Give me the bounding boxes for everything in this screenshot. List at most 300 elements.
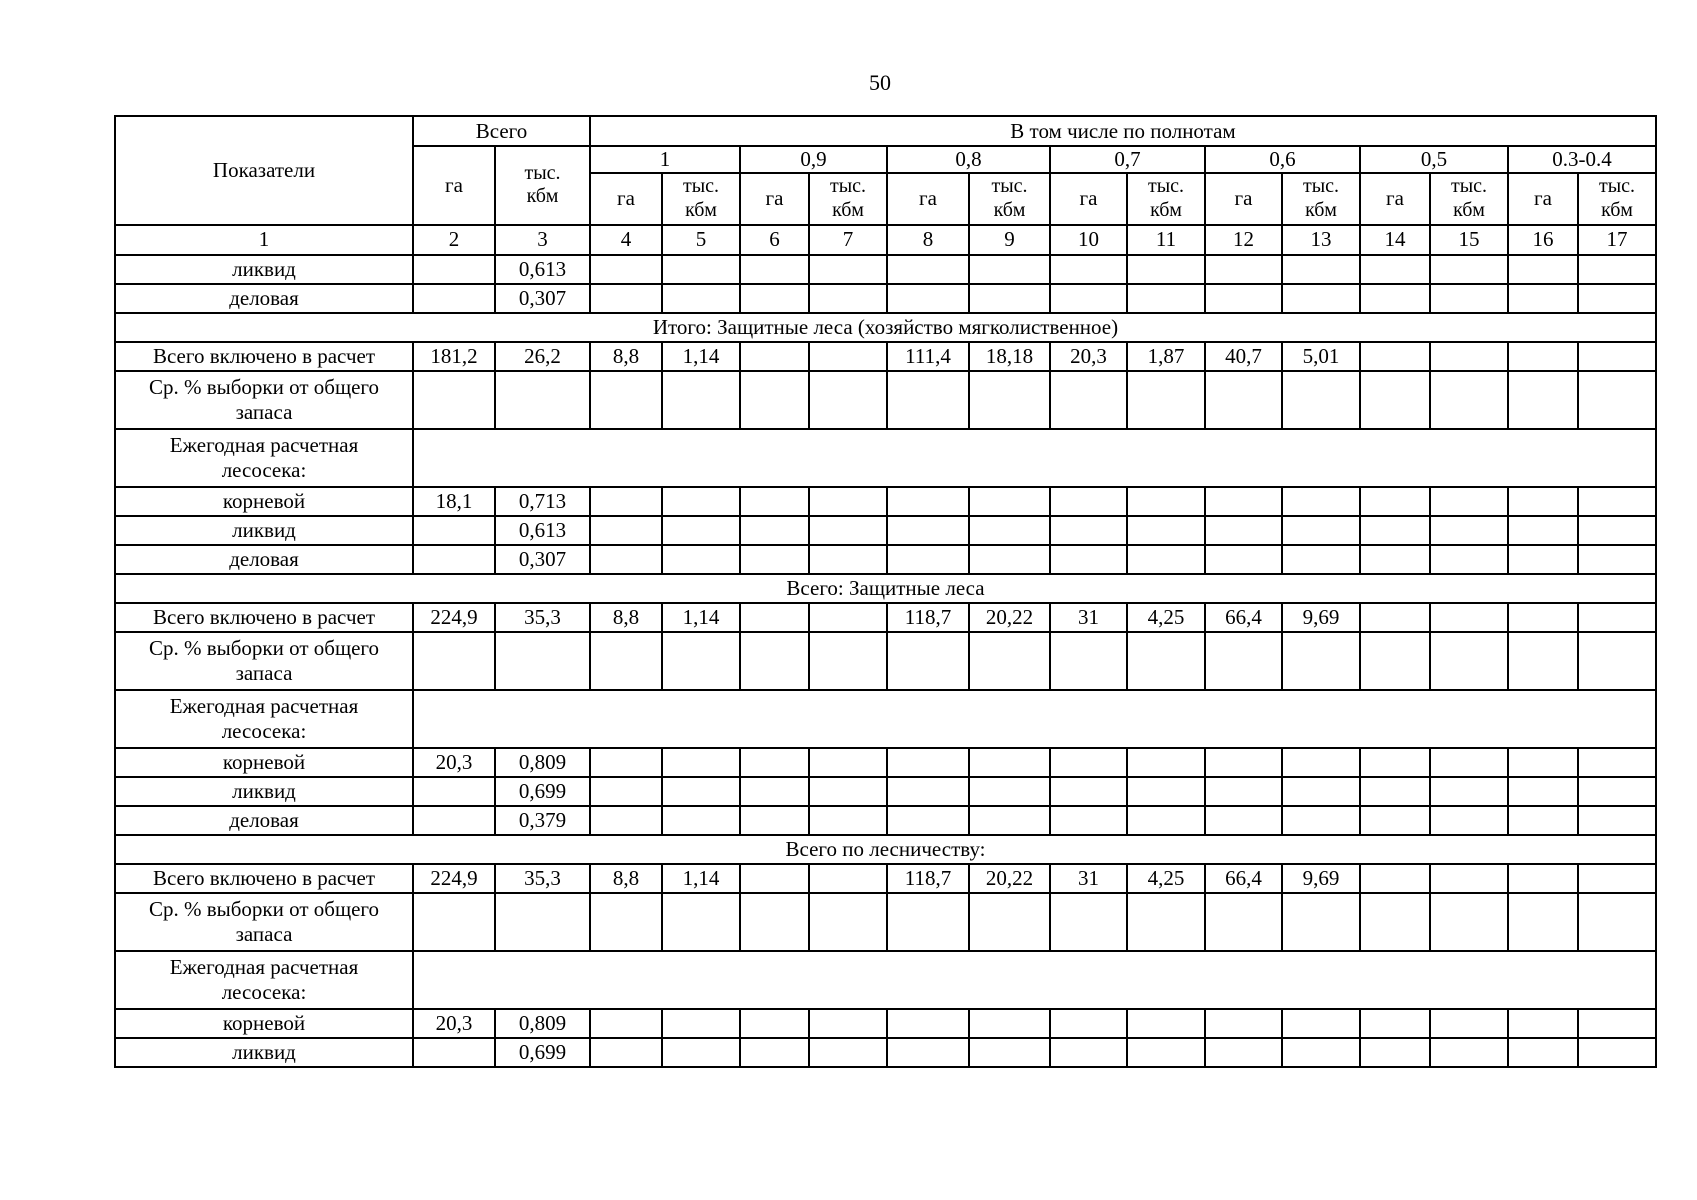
- table-cell: [1282, 487, 1360, 516]
- table-cell: [740, 1009, 809, 1038]
- row-label: Ежегодная расчетная лесосека:: [115, 951, 413, 1009]
- table-cell: [1127, 893, 1205, 951]
- table-cell: [1508, 545, 1578, 574]
- table-cell: 8,8: [590, 603, 662, 632]
- table-cell: [1578, 284, 1656, 313]
- table-cell: [1508, 284, 1578, 313]
- table-cell: 111,4: [887, 342, 969, 371]
- row-label: Ср. % выборки от общего запаса: [115, 893, 413, 951]
- table-cell: [1430, 748, 1508, 777]
- table-row: [115, 690, 1656, 748]
- table-cell: 31: [1050, 603, 1127, 632]
- table-cell: [1360, 603, 1430, 632]
- table-cell: [809, 806, 887, 835]
- table-cell: [1205, 777, 1282, 806]
- column-number: 14: [1360, 225, 1430, 255]
- table-cell: [1578, 777, 1656, 806]
- table-cell: [1360, 255, 1430, 284]
- row-label: ликвид: [115, 516, 413, 545]
- table-cell: [1508, 1009, 1578, 1038]
- table-cell: [740, 864, 809, 893]
- table-cell: [1578, 603, 1656, 632]
- table-row: [115, 342, 1656, 371]
- table-cell: [1430, 777, 1508, 806]
- table-cell: [1508, 748, 1578, 777]
- table-cell: [590, 893, 662, 951]
- table-cell: [1205, 632, 1282, 690]
- table-cell: [590, 545, 662, 574]
- table-cell: 8,8: [590, 342, 662, 371]
- table-cell: 0,699: [495, 1038, 590, 1067]
- table-cell: [1050, 748, 1127, 777]
- table-cell: [413, 893, 495, 951]
- table-cell: [1508, 342, 1578, 371]
- table-cell: 26,2: [495, 342, 590, 371]
- table-cell: 0,307: [495, 284, 590, 313]
- column-number: 17: [1578, 225, 1656, 255]
- table-cell: [413, 371, 495, 429]
- table-cell: [1360, 545, 1430, 574]
- table-cell: [1282, 545, 1360, 574]
- header-unit-ga: га: [590, 173, 662, 225]
- table-row: [115, 255, 1656, 284]
- table-cell: [1360, 342, 1430, 371]
- table-cell: [1050, 806, 1127, 835]
- table-cell: [1508, 806, 1578, 835]
- table-cell: [1508, 371, 1578, 429]
- table-cell: 0,307: [495, 545, 590, 574]
- table-cell: [1578, 893, 1656, 951]
- table-cell: [662, 1009, 740, 1038]
- table-cell: [662, 1038, 740, 1067]
- forest-volume-table: [114, 115, 1657, 1068]
- empty-merged-cell: [413, 690, 1656, 748]
- table-cell: [969, 632, 1050, 690]
- row-label: корневой: [115, 748, 413, 777]
- column-number: 15: [1430, 225, 1508, 255]
- column-number: 2: [413, 225, 495, 255]
- table-cell: [495, 893, 590, 951]
- table-cell: [809, 284, 887, 313]
- table-cell: [1578, 342, 1656, 371]
- table-cell: [1430, 806, 1508, 835]
- table-cell: [1430, 893, 1508, 951]
- table-cell: 224,9: [413, 864, 495, 893]
- page-number: 50: [869, 70, 891, 95]
- row-label: ликвид: [115, 777, 413, 806]
- table-row: [115, 603, 1656, 632]
- table-cell: [1430, 516, 1508, 545]
- table-cell: [809, 893, 887, 951]
- table-body: [115, 255, 1656, 1067]
- header-total: Всего: [413, 116, 590, 146]
- table-cell: [1360, 487, 1430, 516]
- table-cell: [1430, 1009, 1508, 1038]
- table-cell: [969, 284, 1050, 313]
- table-cell: [1578, 487, 1656, 516]
- header-unit-tys-kbm: тыс. кбм: [662, 173, 740, 225]
- table-cell: [1282, 632, 1360, 690]
- table-cell: [590, 806, 662, 835]
- table-cell: [1508, 1038, 1578, 1067]
- table-cell: 40,7: [1205, 342, 1282, 371]
- table-cell: [887, 777, 969, 806]
- column-number: 4: [590, 225, 662, 255]
- table-cell: 5,01: [1282, 342, 1360, 371]
- column-number: 10: [1050, 225, 1127, 255]
- table-cell: [413, 255, 495, 284]
- table-cell: [1205, 545, 1282, 574]
- column-number: 8: [887, 225, 969, 255]
- table-cell: [1282, 516, 1360, 545]
- table-cell: 0,809: [495, 748, 590, 777]
- table-cell: [1360, 284, 1430, 313]
- table-cell: 224,9: [413, 603, 495, 632]
- table-cell: [740, 516, 809, 545]
- table-cell: [590, 487, 662, 516]
- table-cell: [662, 284, 740, 313]
- table-cell: [887, 893, 969, 951]
- header-unit-ga: га: [1508, 173, 1578, 225]
- row-label: деловая: [115, 545, 413, 574]
- column-number: 11: [1127, 225, 1205, 255]
- table-cell: [1430, 864, 1508, 893]
- table-cell: [809, 1038, 887, 1067]
- table-cell: [1578, 748, 1656, 777]
- table-cell: [1205, 748, 1282, 777]
- table-cell: 1,14: [662, 864, 740, 893]
- table-cell: [590, 748, 662, 777]
- table-cell: [1578, 1038, 1656, 1067]
- table-cell: [1127, 806, 1205, 835]
- table-cell: [1360, 777, 1430, 806]
- header-by-density: В том числе по полнотам: [590, 116, 1656, 146]
- table-cell: [662, 777, 740, 806]
- table-cell: 118,7: [887, 603, 969, 632]
- table-cell: [1578, 806, 1656, 835]
- table-cell: [740, 603, 809, 632]
- empty-merged-cell: [413, 429, 1656, 487]
- table-cell: [740, 487, 809, 516]
- table-cell: [1127, 284, 1205, 313]
- table-cell: [1282, 284, 1360, 313]
- table-cell: 1,14: [662, 603, 740, 632]
- table-cell: [1578, 632, 1656, 690]
- table-cell: [1360, 1038, 1430, 1067]
- table-row: [115, 284, 1656, 313]
- table-row: [115, 777, 1656, 806]
- row-label: ликвид: [115, 255, 413, 284]
- table-row: [115, 1009, 1656, 1038]
- table-cell: 20,22: [969, 864, 1050, 893]
- table-cell: [413, 777, 495, 806]
- header-density: 0,5: [1360, 146, 1508, 173]
- table-cell: [887, 284, 969, 313]
- table-cell: [1205, 1038, 1282, 1067]
- table-cell: [1205, 371, 1282, 429]
- table-cell: [1050, 255, 1127, 284]
- table-cell: [740, 255, 809, 284]
- section-header-row: [115, 313, 1656, 342]
- table-cell: [1127, 1009, 1205, 1038]
- table-cell: 9,69: [1282, 603, 1360, 632]
- table-cell: 8,8: [590, 864, 662, 893]
- table-cell: [969, 516, 1050, 545]
- table-cell: [1508, 864, 1578, 893]
- table-cell: [1205, 806, 1282, 835]
- table-row: [115, 1038, 1656, 1067]
- table-cell: [1282, 255, 1360, 284]
- table-cell: 18,18: [969, 342, 1050, 371]
- table-cell: [662, 516, 740, 545]
- table-cell: [413, 545, 495, 574]
- header-density: 1: [590, 146, 740, 173]
- column-number: 12: [1205, 225, 1282, 255]
- table-cell: 20,3: [413, 1009, 495, 1038]
- table-cell: [1508, 777, 1578, 806]
- table-cell: 0,379: [495, 806, 590, 835]
- table-cell: [590, 777, 662, 806]
- table-cell: [662, 371, 740, 429]
- row-label: ликвид: [115, 1038, 413, 1067]
- table-cell: 181,2: [413, 342, 495, 371]
- section-header-row: [115, 574, 1656, 603]
- header-indicators: Показатели: [115, 116, 413, 225]
- table-cell: [1508, 255, 1578, 284]
- table-cell: [1578, 864, 1656, 893]
- table-cell: 0,809: [495, 1009, 590, 1038]
- table-cell: [1050, 371, 1127, 429]
- table-cell: [887, 748, 969, 777]
- table-cell: [887, 632, 969, 690]
- table-cell: 4,25: [1127, 603, 1205, 632]
- table-cell: [1508, 893, 1578, 951]
- table-cell: [1050, 545, 1127, 574]
- table-cell: 31: [1050, 864, 1127, 893]
- table-cell: [809, 748, 887, 777]
- header-density: 0,7: [1050, 146, 1205, 173]
- table-row: [115, 864, 1656, 893]
- table-cell: [1360, 371, 1430, 429]
- table-cell: [809, 603, 887, 632]
- table-row: [115, 371, 1656, 429]
- table-cell: 35,3: [495, 864, 590, 893]
- table-cell: [1430, 284, 1508, 313]
- table-cell: [1050, 1009, 1127, 1038]
- header-unit-tys-kbm: тыс. кбм: [1430, 173, 1508, 225]
- header-density: 0,8: [887, 146, 1050, 173]
- table-cell: [969, 1038, 1050, 1067]
- header-density: 0,9: [740, 146, 887, 173]
- table-cell: [1282, 1038, 1360, 1067]
- column-number: 1: [115, 225, 413, 255]
- table-cell: [969, 255, 1050, 284]
- table-cell: [809, 864, 887, 893]
- header-unit-tys-kbm: тыс. кбм: [809, 173, 887, 225]
- table-cell: [1360, 864, 1430, 893]
- header-unit-tys-kbm: тыс. кбм: [969, 173, 1050, 225]
- header-unit-ga: га: [1360, 173, 1430, 225]
- table-cell: [1282, 1009, 1360, 1038]
- table-cell: [887, 255, 969, 284]
- column-number: 13: [1282, 225, 1360, 255]
- table-cell: [1205, 893, 1282, 951]
- table-cell: 4,25: [1127, 864, 1205, 893]
- table-cell: [1430, 342, 1508, 371]
- table-cell: 20,22: [969, 603, 1050, 632]
- table-cell: [740, 893, 809, 951]
- table-cell: [1578, 1009, 1656, 1038]
- table-cell: [1205, 255, 1282, 284]
- table-cell: [1508, 516, 1578, 545]
- table-cell: [809, 255, 887, 284]
- table-cell: 66,4: [1205, 864, 1282, 893]
- table-cell: [413, 632, 495, 690]
- table-cell: [1282, 371, 1360, 429]
- table-row: [115, 429, 1656, 487]
- table-cell: [413, 284, 495, 313]
- table-cell: [1360, 893, 1430, 951]
- header-density: 0,6: [1205, 146, 1360, 173]
- table-cell: [809, 487, 887, 516]
- table-cell: [809, 545, 887, 574]
- table-cell: [590, 1038, 662, 1067]
- table-header: [115, 116, 1656, 255]
- column-number: 7: [809, 225, 887, 255]
- table-cell: [969, 806, 1050, 835]
- table-cell: [1282, 893, 1360, 951]
- table-cell: [1430, 632, 1508, 690]
- header-unit-tys-kbm: тыс. кбм: [1578, 173, 1656, 225]
- table-cell: 0,613: [495, 516, 590, 545]
- table-cell: [662, 545, 740, 574]
- table-cell: 18,1: [413, 487, 495, 516]
- table-cell: [662, 487, 740, 516]
- table-cell: [809, 777, 887, 806]
- header-unit-tys-kbm: тыс. кбм: [1282, 173, 1360, 225]
- table-row: [115, 806, 1656, 835]
- table-cell: [1050, 487, 1127, 516]
- table-cell: [1360, 1009, 1430, 1038]
- table-cell: [887, 545, 969, 574]
- table-cell: [1430, 603, 1508, 632]
- column-number: 9: [969, 225, 1050, 255]
- table-cell: [1578, 516, 1656, 545]
- header-unit-ga: га: [740, 173, 809, 225]
- table-cell: [1430, 545, 1508, 574]
- table-cell: [590, 632, 662, 690]
- table-cell: [590, 255, 662, 284]
- table-cell: [740, 342, 809, 371]
- column-number: 3: [495, 225, 590, 255]
- table-cell: [969, 893, 1050, 951]
- row-label: деловая: [115, 284, 413, 313]
- table-cell: [1360, 516, 1430, 545]
- table-cell: [1127, 545, 1205, 574]
- table-row: [115, 951, 1656, 1009]
- table-cell: [413, 516, 495, 545]
- table-cell: [495, 632, 590, 690]
- table-cell: [1127, 487, 1205, 516]
- table-cell: [740, 371, 809, 429]
- table-cell: [1430, 1038, 1508, 1067]
- table-cell: [590, 371, 662, 429]
- row-label: корневой: [115, 1009, 413, 1038]
- table-cell: [662, 806, 740, 835]
- table-cell: [1282, 777, 1360, 806]
- table-cell: [1050, 893, 1127, 951]
- table-cell: [887, 516, 969, 545]
- table-cell: [969, 748, 1050, 777]
- table-cell: [662, 893, 740, 951]
- row-label: Ср. % выборки от общего запаса: [115, 371, 413, 429]
- table-cell: [740, 748, 809, 777]
- table-cell: [809, 1009, 887, 1038]
- table-cell: [495, 371, 590, 429]
- table-cell: 1,87: [1127, 342, 1205, 371]
- table-cell: 118,7: [887, 864, 969, 893]
- table-cell: [969, 371, 1050, 429]
- table-cell: [887, 1009, 969, 1038]
- table-cell: [1430, 371, 1508, 429]
- table-cell: 20,3: [1050, 342, 1127, 371]
- table-cell: [1578, 371, 1656, 429]
- column-number-row: [115, 225, 1656, 255]
- table-container: [114, 115, 1657, 1068]
- table-cell: [1127, 632, 1205, 690]
- table-cell: 0,613: [495, 255, 590, 284]
- table-cell: [1127, 748, 1205, 777]
- table-cell: [969, 487, 1050, 516]
- table-cell: [740, 632, 809, 690]
- table-cell: [1360, 632, 1430, 690]
- table-cell: [809, 371, 887, 429]
- table-cell: [1127, 255, 1205, 284]
- table-cell: [809, 342, 887, 371]
- table-cell: [809, 516, 887, 545]
- table-row: [115, 632, 1656, 690]
- table-cell: [740, 545, 809, 574]
- column-number: 16: [1508, 225, 1578, 255]
- table-cell: [662, 748, 740, 777]
- table-cell: [969, 777, 1050, 806]
- table-cell: 0,699: [495, 777, 590, 806]
- table-cell: [590, 1009, 662, 1038]
- table-cell: [1508, 603, 1578, 632]
- table-cell: [413, 806, 495, 835]
- section-title: Всего по лесничеству:: [115, 835, 1656, 864]
- table-cell: [1205, 487, 1282, 516]
- table-cell: [1205, 284, 1282, 313]
- table-cell: 20,3: [413, 748, 495, 777]
- table-cell: [1578, 545, 1656, 574]
- row-label: корневой: [115, 487, 413, 516]
- table-cell: [590, 284, 662, 313]
- table-cell: [887, 487, 969, 516]
- table-cell: [1050, 284, 1127, 313]
- section-title: Итого: Защитные леса (хозяйство мягколиственное): [115, 313, 1656, 342]
- table-cell: [1127, 1038, 1205, 1067]
- table-cell: [887, 806, 969, 835]
- row-label: Ежегодная расчетная лесосека:: [115, 690, 413, 748]
- table-cell: [1430, 487, 1508, 516]
- table-cell: [1360, 806, 1430, 835]
- table-row: [115, 748, 1656, 777]
- table-cell: [1127, 371, 1205, 429]
- table-row: [115, 893, 1656, 951]
- row-label: деловая: [115, 806, 413, 835]
- table-cell: [1282, 806, 1360, 835]
